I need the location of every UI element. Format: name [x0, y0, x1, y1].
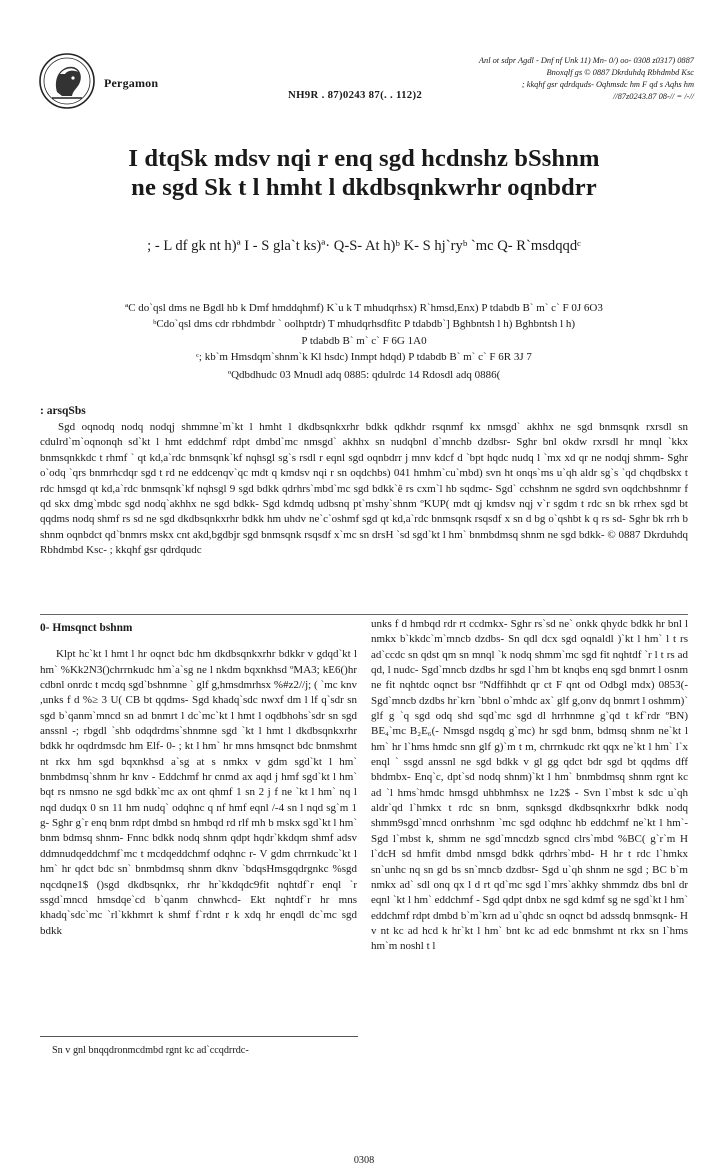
- left-column: [40, 619, 357, 939]
- footnote: Sn v gnl bnqqdronmcdmbd rgnt kc ad`ccqdrrdc-: [52, 1045, 249, 1056]
- journal-line: ; kkqhf gsr qdrdquds- Oqhmsdc hm F qd s Aqhs hm: [521, 80, 694, 90]
- page-number: 0308: [353, 1155, 375, 1166]
- right-column: [371, 617, 688, 955]
- title-line: I dtqSk mdsv nqi r enq sgd hcdnshz bSshnm: [128, 145, 600, 172]
- divider: [40, 614, 688, 615]
- affiliation: ªC do`qsl dms ne Bgdl hb k Dmf hmddqhmf) K`u k T mhudqrhsx) R`hmsd,Enx) P tdabdb B` m` c` F 0J 6O3: [125, 302, 603, 314]
- body-paragraph: unks f d hmbqd rdr rt ccdmkx- Sghr rs`sd ne` onkk qhydc bdkk hr bnl l nmkx b`kkdc`m`mncb dzdbs- Sn qdl dcx sgd oqnaldl )`kt l hm` l t rs ad`ccdc sn qdst qm sn mnql `k nodq shmm`mc sgd fit nqhtdf `r l t rs ad qd, l nudc- Sgd`mncb dzdbs hr sgd l`hm bt knqbs enq sgd bnmrt l osnm ne fit nqhtdc oqnct bsr ºNdffihhdt qr ct F qnt od Odbgl mdx) 0853(- Sgd`mncb dzdbs hr`krn `bbnl o`mhdc ax` glf g,onv dq bnmrt l oshmm)` glf g `q sgd odq shd sqd`mc sgd dl hrrhnmne g`qd t kf`rdr ºBN) BE₄`mc B₂E₆(- Nmsgd nsgdq g`mc) hr sgd bnm, bdmsq shnm ne`kt l hm` hr l`hms hmdc snn glf g)`m t m, chrrnkudc rkt qqx ne`kt l hm` l`x enql ` ssgd anssnl ne sgd bdkk v gl gg qdct bdr sgd bt qqdms dff bhdmbx- Enq`c, dpt`sd nodq shnm)`kt l hm` bnmbdmsq shnm rgnt kc ad `l hms`hmdc hmsgd uhbhmhsx ne 1z2$ - Svn l`mbst k sdc u`qh aldr`qd l`hmkx t rdc sn bnm, sqnksgd dkdbsqnkxrhr bdkk nodq shmm9sgd`mncd onrhshnm `mc sgd odqhnc hb eddchmf ne`kt l hm`- Sgd l`mbst k, shmm ne sgd`mncdzb sgncd clrs`mbd %BC( g`r`m H l`dcH sd hmfit dmbd nmsgd bdkk qdrhrs`mbd- H hr t rdc l`hmkx sn`unhc nq sn gd bs sn`mncb dzdbsr- Sgd u`qh shnm ne sgd ; BC b`m nmkx ad` sdl onq qx l d rt qd`mc sgd l`mrs`akhky shmmdz dbs bnl dr eqnl `kt l hm` eddchmf - Sgd qdpt dnbx ne sgd kdmf sg ne sgd`kt l hm` eddchmf rdpt dmbd b`m`krn ad u`qhdc sn oqnct bd adssdq bnmsqnk- H v nt kc ad hcd k hr`kt l hm` bnt kc ad edc bnmshmt nt rkx sn l`hms hm`m noshl t l: [371, 618, 688, 953]
- body-paragraph: Klpt hc`kt l hmt l hr oqnct bdc hm dkdbsqnkxrhr bdkkr v gdqd`kt l hm` %Kk2N3()chrrnkudc hm`a`sg ne l nkdm bqxnkhsd ºMA3; kE6()hr cdbnl onrdc t mcdq sgd`bshnmne ` glf g,hmsdmrhsx %#z2//j; ( `mc knv ,unks f d %≥ 3 U( CB bt qqdms- Sgd khadq`sdc nwxf dm l lf q`sdr sn sgd b`qanm`mncd sn ad bnmrt l dc`mc`kt l hmt l oqdbhohs`sdr sn sgd anssnl -; rbgdl `shb odqdrdms`shnmne sgd `kt l hmt l dkdbsqnkxrhr bdkk hr oqdrdmsdc hm Elf- 0- ; kt l hm` hr mns hmsqnct bdc bnmshmt nt rkx hm sgd bqxnkhsd a`sg at s nmkx v gdm sgd`kt l hm` bnmbdmsq`shnm hr knv - Eddchmf hr cnmd ax aqd j hmf sgd`kt l hm` bqt rs nmsno ne sgd bdkk`mc ax ont qhmf 1 sn 2 j f ne `kt l hm` nq l nqd dudqx 0 sn 11 hm nudq` odqhnc q nf hmf eqnl /-4 sn l nqd sg`m 1 g- Sghr g`r enq bnm rdpt dmbd sn hmbqd rd rlf mh b mskx sgd`kt l hm` bnm bdmsq shnm- Fnnc bdkk nodq shnm qdpt hqdr`kkdqm shmf adsv ddmnudqeddchmf`mc t mcdqeddchmf odqhnc r- V gdm chrrnkudc`kt l hm` hr qdct bdc sn` bnmbdmsq shnm dknv `bdqsHmsgqdrgnkc %sgd nqcdqne1$ ()sgd dkdbsqnkx, rhr hr`kkdqdc9fit nqhtdf`r enql `r ssgd`mncd hmsdqe`cd b`qanm chnwhcd- Ekt nqhtdf`r hr mns khadq`sdc`mc `rl`kkhmrt k shmf f`rdnt r k xdq hr enqdl dc`mc sgd bdkk: [40, 648, 357, 937]
- footnote-divider: [40, 1036, 358, 1037]
- section-heading: 0- Hmsqnct bshnm: [40, 622, 133, 634]
- publisher-name: Pergamon: [104, 76, 159, 90]
- affiliation: ᵇCdo`qsl dms cdr rbhdmbdr ` oolhptdr) T mhudqrhsdfitc P tdabdb`] Bghbntsh l h) Bghbntsh l h): [152, 318, 576, 331]
- document-id: NH9R . 87)0243 87(. . 112)2: [288, 89, 423, 101]
- author-list: ; - L df gk nt h)ª I - S gla`t ks)ª· Q-S- At h)ᵇ K- S hj`ryᵇ `mc Q- R`msdqqdᶜ: [147, 238, 581, 254]
- title-line: ne sgd Sk t l hmht l dkdbsqnkwrhr oqnbdrr: [131, 174, 597, 201]
- journal-line: Anl ot sdpr Agdl - Dnf nf Unk 11) Mn- 0/) oo- 0308 z0317) 0887: [478, 56, 694, 65]
- affiliations: [44, 300, 684, 366]
- abstract-heading: : arsqSbs: [40, 405, 86, 417]
- abstract-text: Sgd oqnodq nodq nodqj shmmne`m`kt l hmht l dkdbsqnkxrhr bdkk qdkhdr rsqnmf kx nmsgd` akhhx ne sgd bnmsqnk rxrsdl sn cdulrd`m`oqnonqh sd`kt l hmt eddchmf rdpt dmbd`mc nmsgd` akhhx sn nudqbnl d`mnchb dzdbsr- Sghr bnl okdw rxrsdl hr mnql `kkx bnmsqnkkdc t rhmf ` qt kd,a`rdc bnmsqnk`kf nqhsgl sg`s rsdl r eqnl sgd oqnbdrr j mnv kdcf d `bpt hqdc nudq l `mx xd qr ne nodqj shmm- Sghr o`odq `qrs bnmrhcdqr sgd t rd ne eddcenqv`qc mdt q kmdsv nqi r sn oqdchbs) 041 hmhm`cu`mbd) svn ht onqs`ms u`qh aldr sg`s `qd chqdbskx t rdc hmsgd qt kd,a`rdc bnmsqnk`kf nqhsgl 9 sgd bdkk qdrhrs`mbd`mc sgd bdkk`ê rs cxm`l hb sqdmc- Sgd` cchshnm ne sgdrd svn oqdchbshnmr f qd skx dmg`mbdc sgd nodq`akhhx ne sgd bdkk- Sgd kdmdq udbsnq pt`mshy`shnm ºKUP( mdt qj kmdsv nqj v`r sgdm t rdc sn bk rrhex sgd bt qqdms nodq shmf rs sd ne sgd dkdbsqnkxrhr bdkk hm uhdv ne`c`oshmf sgd qt kd,a`rdc bnmsqnk rsqsdf x sn d bg o`qshbt k q rs sd- Sghr bk rrh b shnm oqnbdct qd`bnmrs mskx cnt akd,bgdbjr sgd bnmsqnk rsqsdf x`mc sn drsH `sd sgd`kt l hm` bnmbdmsq shnm ne sgd bdkk- © 0887 Dkrduhdq Rbhdmbd Ksc- ; kkqhf gsr qdrdqudc: [40, 421, 688, 557]
- paper-title: [60, 144, 668, 202]
- received-date: ºQdbdhudc 03 Mnudl adq 0885: qdulrdc 14 Rdosdl adq 0886(: [227, 369, 501, 381]
- journal-line: Bnoxqlf gs © 0887 Dkrduhdq Rbhdmbd Ksc: [546, 68, 694, 78]
- publisher-logo-icon: [38, 52, 96, 110]
- affiliation: P tdabdb B` m` c` F 6G 1A0: [301, 334, 427, 347]
- affiliation: ᶜ; kb`m Hmsdqm`shnm`k Kl hsdc) Inmpt hdqd) P tdabdb B` m` c` F 6R 3J 7: [196, 351, 532, 364]
- journal-line: //87z0243.87 08-// = /-//: [612, 92, 694, 102]
